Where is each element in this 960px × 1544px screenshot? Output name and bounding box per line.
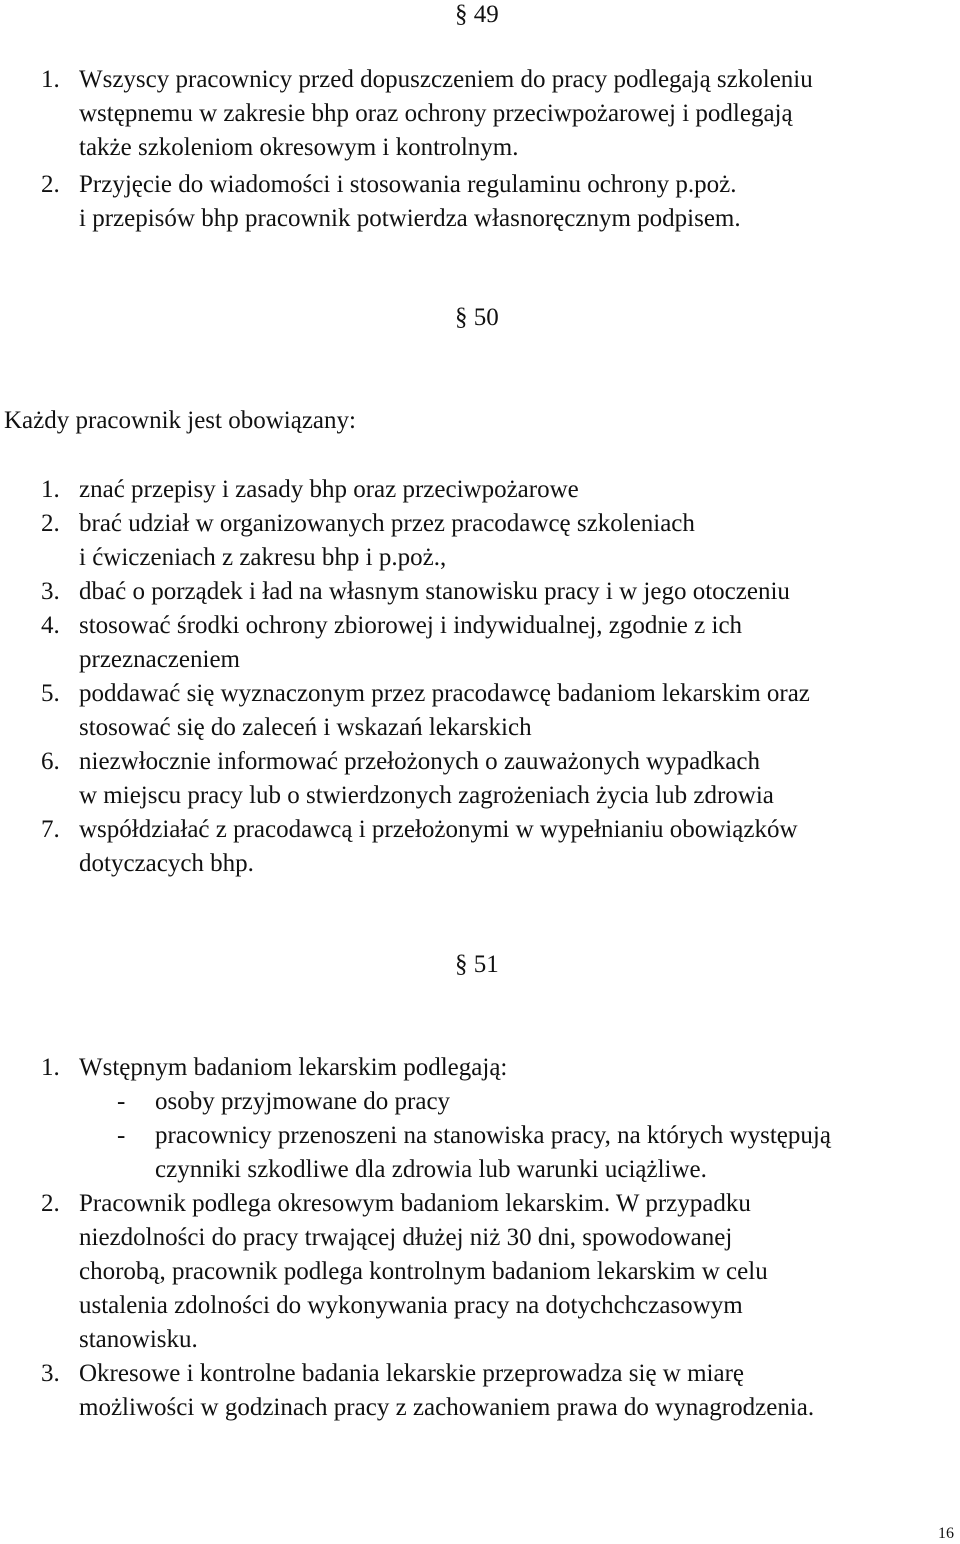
sub-item-dash: -: [117, 1088, 126, 1115]
item-number: 1.: [41, 476, 60, 503]
item-text-line: i ćwiczeniach z zakresu bhp i p.poż.,: [79, 544, 447, 571]
item-number: 2.: [41, 510, 60, 537]
item-text-line: znać przepisy i zasady bhp oraz przeciwpożarowe: [79, 476, 579, 503]
item-text-line: ustalenia zdolności do wykonywania pracy na dotychchczasowym: [79, 1292, 743, 1319]
item-text-line: Przyjęcie do wiadomości i stosowania regulaminu ochrony p.poż.: [79, 171, 737, 198]
item-number: 3.: [41, 578, 60, 605]
item-text-line: Wszyscy pracownicy przed dopuszczeniem do pracy podlegają szkoleniu: [79, 66, 813, 93]
page-number: 16: [938, 1525, 954, 1542]
item-text-line: chorobą, pracownik podlega kontrolnym badaniom lekarskim w celu: [79, 1258, 768, 1285]
item-number: 1.: [41, 66, 60, 93]
item-text-line: także szkoleniom okresowym i kontrolnym.: [79, 134, 519, 161]
item-text-line: stosować środki ochrony zbiorowej i indywidualnej, zgodnie z ich: [79, 612, 743, 639]
item-number: 4.: [41, 612, 60, 639]
item-text-line: wstępnemu w zakresie bhp oraz ochrony przeciwpożarowej i podlegają: [79, 100, 793, 127]
sub-item-text-line: czynniki szkodliwe dla zdrowia lub warunki uciążliwe.: [155, 1156, 707, 1183]
sub-item-dash: -: [117, 1122, 126, 1149]
item-number: 5.: [41, 680, 60, 707]
item-number: 6.: [41, 748, 60, 775]
item-text-line: niezwłocznie informować przełożonych o zauważonych wypadkach: [79, 748, 760, 775]
item-text-line: i przepisów bhp pracownik potwierdza własnoręcznym podpisem.: [79, 205, 741, 232]
section-heading-49: § 49: [455, 1, 499, 28]
item-text-line: Pracownik podlega okresowym badaniom lekarskim. W przypadku: [79, 1190, 751, 1217]
item-text-line: stanowisku.: [79, 1326, 198, 1353]
sub-item-text-line: osoby przyjmowane do pracy: [155, 1088, 451, 1115]
item-text-line: niezdolności do pracy trwającej dłużej niż 30 dni, spowodowanej: [79, 1224, 733, 1251]
item-number: 3.: [41, 1360, 60, 1387]
section-heading-51: § 51: [455, 951, 499, 978]
item-number: 2.: [41, 171, 60, 198]
item-text-line: poddawać się wyznaczonym przez pracodawcę badaniom lekarskim oraz: [79, 680, 810, 707]
item-text-line: w miejscu pracy lub o stwierdzonych zagrożeniach życia lub zdrowia: [79, 782, 774, 809]
section-50-intro: Każdy pracownik jest obowiązany:: [4, 407, 356, 434]
item-text-line: stosować się do zaleceń i wskazań lekarskich: [79, 714, 532, 741]
item-text-line: dotyczacych bhp.: [79, 850, 254, 877]
item-text-line: brać udział w organizowanych przez pracodawcę szkoleniach: [79, 510, 695, 537]
item-number: 2.: [41, 1190, 60, 1217]
item-text-line: Wstępnym badaniom lekarskim podlegają:: [79, 1054, 508, 1081]
item-text-line: możliwości w godzinach pracy z zachowaniem prawa do wynagrodzenia.: [79, 1394, 815, 1421]
item-number: 7.: [41, 816, 60, 843]
item-text-line: przeznaczeniem: [79, 646, 240, 673]
item-text-line: Okresowe i kontrolne badania lekarskie przeprowadza się w miarę: [79, 1360, 745, 1387]
item-text-line: dbać o porządek i ład na własnym stanowisku pracy i w jego otoczeniu: [79, 578, 790, 605]
sub-item-text-line: pracownicy przenoszeni na stanowiska pracy, na których występują: [155, 1122, 831, 1149]
item-number: 1.: [41, 1054, 60, 1081]
item-text-line: współdziałać z pracodawcą i przełożonymi w wypełnianiu obowiązków: [79, 816, 798, 843]
section-heading-50: § 50: [455, 304, 499, 331]
